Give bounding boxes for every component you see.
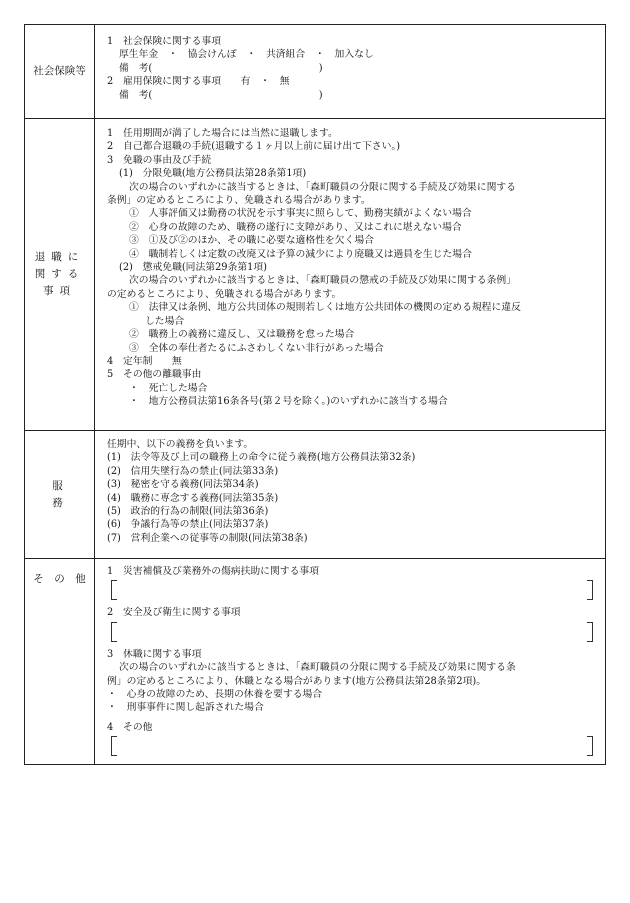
duty-line-5: (4) 職務に専念する義務(同法第35条) <box>107 492 279 504</box>
other-item-2-bracket <box>111 622 593 642</box>
other-item-4: 4 その他 <box>107 721 153 733</box>
social-insurance-row <box>25 25 605 119</box>
retirement-row <box>25 119 605 431</box>
retire-line-6: 条例」の定めるところにより、免職される場合があります。 <box>107 195 371 207</box>
duty-line-2: (1) 法令等及び上司の職務上の命令に従う義務(地方公務員法第32条) <box>107 452 416 464</box>
retire-line-12: 次の場合のいずれかに該当するときは、「森町職員の懲戒の手続及び効果に関する条例」 <box>129 275 516 287</box>
retire-line-2: 2 自己都合退職の手続(退職する１ヶ月以上前に届け出て下さい。) <box>107 141 401 153</box>
retirement-header-text: 退職に関する事項 <box>34 251 85 297</box>
other-item-3-bullet-1: ・ 心身の故障のため、長期の休養を要する場合 <box>107 689 323 701</box>
other-header <box>25 559 95 764</box>
social-remarks-1: 備 考( ) <box>119 62 323 74</box>
retire-line-3: 3 免職の事由及び手続 <box>107 154 212 166</box>
duty-line-3: (2) 信用失墜行為の禁止(同法第33条) <box>107 465 279 477</box>
retire-line-20: ・ 死亡した場合 <box>129 382 208 394</box>
social-options: 厚生年金 ・ 協会けんぽ ・ 共済組合 ・ 加入なし <box>119 49 374 61</box>
other-item-3-text-2: 例」の定めるところにより、休職となる場合があります(地方公務員法第28条第2項)。 <box>107 675 487 687</box>
other-row <box>25 559 605 764</box>
other-item-3-text-1: 次の場合のいずれかに該当するときは、「森町職員の分限に関する手続及び効果に関する条 <box>119 662 516 674</box>
retire-line-15: した場合 <box>145 315 185 327</box>
duty-line-7: (6) 争議行為等の禁止(同法第37条) <box>107 519 269 531</box>
retire-line-16: ② 職務上の義務に違反し、又は職務を怠った場合 <box>129 329 355 341</box>
retirement-header <box>25 119 95 430</box>
retire-line-14: ① 法律又は条例、地方公共団体の規則若しくは地方公共団体の機関の定める規程に違反 <box>129 302 521 314</box>
retire-line-8: ② 心身の故障のため、職務の遂行に支障があり、又はこれに堪えない場合 <box>129 221 462 233</box>
other-item-1: 1 災害補償及び業務外の傷病扶助に関する事項 <box>107 566 319 577</box>
other-item-3-bullet-2: ・ 刑事事件に関し起訴された場合 <box>107 702 264 714</box>
duty-line-4: (3) 秘密を守る義務(同法第34条) <box>107 479 259 491</box>
duty-row <box>25 431 605 559</box>
duty-header-label: 服 務 <box>52 479 96 509</box>
retire-line-5: 次の場合のいずれかに該当するときは、「森町職員の分限に関する手続及び効果に関する <box>129 181 516 193</box>
duty-line-1: 任期中、以下の義務を負います。 <box>107 439 254 450</box>
retire-line-1: 1 任用期間が満了した場合には当然に退職します。 <box>107 128 338 139</box>
retire-line-11: (2) 懲戒免職(同法第29条第1項) <box>119 262 267 274</box>
retire-line-7: ① 人事評価又は勤務の状況を示す事実に照らして、勤務実績がよくない場合 <box>129 208 472 220</box>
other-item-2: 2 安全及び衛生に関する事項 <box>107 607 241 619</box>
social-item-1: 1 社会保険に関する事項 <box>107 36 221 47</box>
social-insurance-content <box>95 25 605 118</box>
other-content <box>95 559 605 764</box>
other-header-text: そ の 他 <box>33 573 86 585</box>
social-remarks-2: 備 考( ) <box>119 89 323 101</box>
other-item-1-bracket <box>111 580 593 600</box>
retire-line-4: (1) 分限免職(地方公務員法第28条第1項) <box>119 168 307 180</box>
duty-line-6: (5) 政治的行為の制限(同法第36条) <box>107 506 269 518</box>
duty-header-text <box>32 478 96 512</box>
other-item-3: 3 休職に関する事項 <box>107 648 202 660</box>
retire-line-21: ・ 地方公務員法第16条各号(第２号を除く。)のいずれかに該当する場合 <box>129 396 448 408</box>
retire-line-9: ③ ①及び②のほか、その職に必要な適格性を欠く場合 <box>129 235 374 247</box>
retire-line-18: 4 定年制 無 <box>107 355 182 367</box>
duty-content <box>95 431 605 558</box>
duty-line-8: (7) 営利企業への従事等の制限(同法第38条) <box>107 532 308 544</box>
retire-line-13: の定めるところにより、免職される場合があります。 <box>107 288 342 300</box>
retirement-content <box>95 119 605 430</box>
retire-line-10: ④ 職制若しくは定数の改廃又は予算の減少により廃職又は過員を生じた場合 <box>129 248 472 260</box>
other-item-4-bracket <box>111 736 593 756</box>
retire-line-17: ③ 全体の奉仕者たるにふさわしくない非行があった場合 <box>129 342 384 354</box>
social-insurance-header: 社会保険等 <box>25 25 95 118</box>
duty-header <box>25 431 95 558</box>
working-conditions-table <box>24 24 606 765</box>
retire-line-19: 5 その他の離職事由 <box>107 369 202 381</box>
employment-insurance: 2 雇用保険に関する事項 有 ・ 無 <box>107 76 290 88</box>
